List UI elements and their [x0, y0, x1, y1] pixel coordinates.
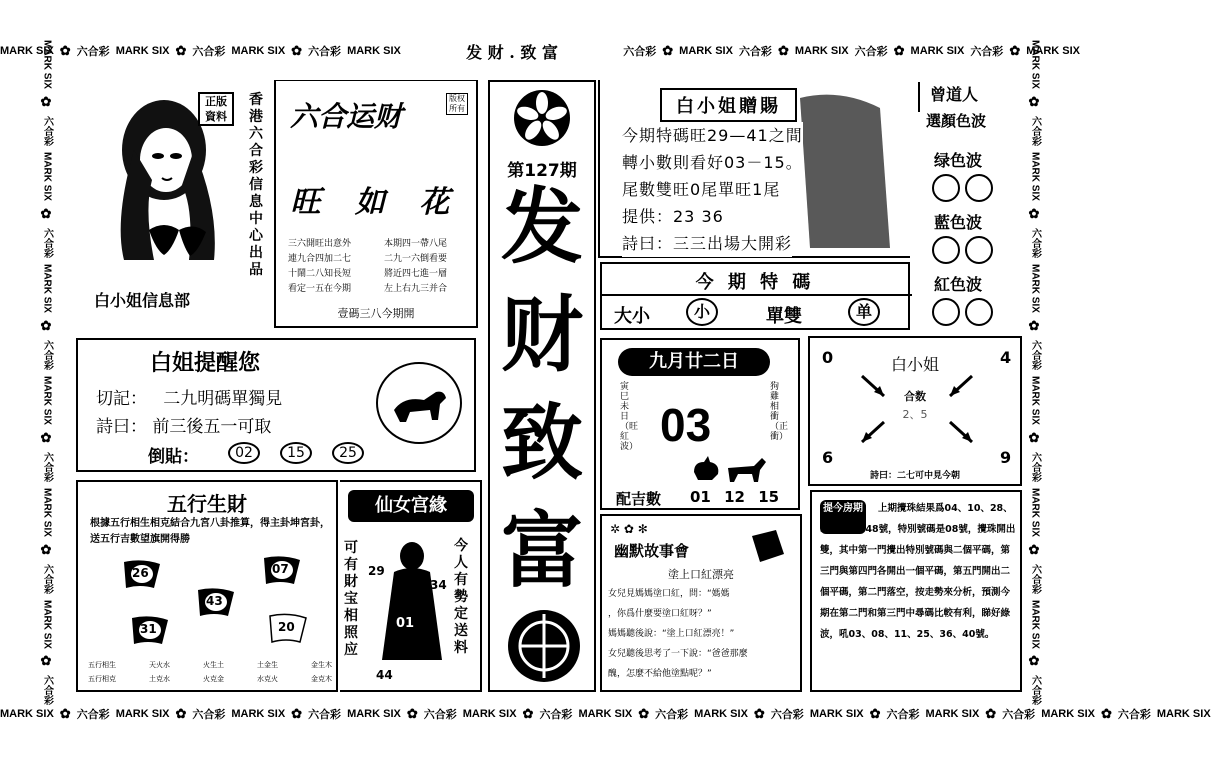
empty-circle: [932, 174, 960, 202]
reminder-panel: [76, 338, 476, 472]
liuhecai-text: 六合彩: [192, 709, 226, 721]
fairy-figure: [376, 538, 448, 668]
analysis-badge: 提今房期: [820, 500, 866, 534]
poem-line: 十鬧二八知長短: [288, 269, 352, 279]
footer-cell: 火生土: [203, 661, 224, 669]
paste-number: 02: [228, 442, 260, 464]
mark-six-text: MARK SIX: [0, 708, 54, 720]
liuhecai-text: 六合彩: [738, 46, 772, 58]
date-label: 九月廿二日: [618, 348, 770, 376]
line-text: 前三後五一可取: [152, 417, 272, 437]
footer-cell: 五行相生: [88, 661, 116, 669]
humor-line: 女兒聽後思考了一下說：“爸爸那麼: [608, 649, 748, 659]
photo-panel: [80, 80, 270, 320]
fairy-left-vertical: 可有財宝相照应: [344, 540, 358, 658]
line-label: 切記：: [96, 389, 147, 409]
wuxing-panel: [76, 480, 338, 692]
fairy-right-vertical: 今人有勢定送料: [454, 538, 468, 656]
match-number: 12: [724, 488, 745, 506]
special-code-title: 今 期 特 碼: [695, 272, 815, 293]
mark-six-text: MARK SIX: [231, 708, 286, 720]
date-card: [600, 338, 800, 510]
paste-number: 15: [280, 442, 312, 464]
poem-line: 三六開旺出意外: [288, 239, 352, 249]
match-number: 01: [690, 488, 711, 506]
empty-circle: [965, 236, 993, 264]
mark-six-text: MARK SIX: [347, 45, 401, 57]
mark-six-text: MARK SIX: [41, 263, 53, 313]
flower-icon: ✿: [522, 706, 534, 721]
fairy-number: 01: [396, 616, 415, 631]
flower-icon: ✿: [1027, 318, 1043, 334]
flag-number: 43: [206, 594, 223, 608]
flag-number: 31: [140, 622, 157, 636]
mark-six-text: MARK SIX: [794, 45, 849, 57]
date-right-note: 狗雞相衝（正衝）: [770, 382, 789, 442]
flower-icon: ✿: [39, 654, 55, 670]
date-left-note: 寅巳未日（旺紅波）: [620, 382, 639, 452]
blue-wave-label: 藍色波: [934, 213, 983, 232]
humor-line: 媽媽聽後說：“塗上口紅漂亮！”: [608, 629, 735, 639]
banner-char-fu: 富: [500, 503, 583, 599]
mark-six-logo-icon: [504, 606, 584, 686]
flower-icon: ✿: [175, 43, 187, 58]
liuhecai-text: 六合彩: [41, 115, 53, 146]
gift-line: 詩曰：三三出場大開彩: [622, 230, 792, 257]
humor-line: ，你爲什麼要塗口紅呀？”: [608, 609, 712, 619]
mark-six-text: MARK SIX: [1026, 45, 1080, 57]
sum-label: 合数: [904, 390, 926, 403]
compass-title: 白小姐: [890, 355, 939, 374]
flag-number: 20: [278, 620, 295, 634]
liuhecai-text: 六合彩: [41, 451, 53, 482]
flower-icon: ✿: [1009, 43, 1021, 58]
flag-number: 07: [272, 562, 289, 576]
empty-circle: [932, 236, 960, 264]
liuhecai-text: 六合彩: [76, 46, 110, 58]
mark-six-text: MARK SIX: [1029, 40, 1041, 89]
left-border-strip: [36, 40, 58, 720]
poem-line: 二九一六倒看要: [384, 254, 448, 264]
flag-26: [122, 558, 162, 592]
liuhecai-text: 六合彩: [1029, 675, 1041, 706]
bai-gift-lines: [622, 122, 902, 257]
paste-label: 倒貼：: [148, 447, 199, 467]
liuhecai-text: 六合彩: [41, 675, 53, 706]
mark-six-text: MARK SIX: [694, 708, 748, 720]
footer-cell: 五行相克: [88, 675, 116, 683]
liuhecai-text: 六合彩: [192, 46, 226, 58]
flower-icon: ✿: [291, 43, 303, 58]
footer-cell: 水克火: [257, 675, 278, 683]
mark-six-text: MARK SIX: [1041, 708, 1095, 720]
wave-title-2: 選顏色波: [926, 112, 987, 130]
arrows-icon: [840, 362, 994, 456]
match-number: 15: [758, 488, 780, 506]
empty-circle: [965, 174, 993, 202]
size-label: 大小: [614, 306, 650, 327]
flower-icon: ✿: [59, 43, 71, 58]
liuhecai-text: 六合彩: [41, 339, 53, 370]
blue-wave-circles: [932, 236, 993, 268]
flower-icon: ✿: [1027, 654, 1043, 670]
parity-value: 单: [848, 298, 880, 326]
mark-six-text: MARK SIX: [1029, 487, 1041, 537]
mark-six-text: MARK SIX: [910, 45, 965, 57]
liuhecai-text: 六合彩: [41, 563, 53, 594]
sum-value: 2、5: [902, 408, 928, 421]
banner-char-fa: 发: [500, 179, 583, 275]
liuhecai-text: 六合彩: [41, 227, 53, 258]
footer-cell: 天火水: [149, 661, 170, 669]
compass-poem: 詩曰：二七可中見今朝: [869, 471, 960, 481]
wuxing-desc: 根據五行相生相克結合九宮八卦推算，得主卦坤宮卦，送五行吉數望旗開得勝: [90, 518, 330, 545]
corner-number: 4: [1000, 348, 1012, 367]
footer-cell: 金克木: [311, 675, 332, 683]
flower-icon: ✿: [985, 706, 997, 721]
wuxing-footer-row-2: [88, 674, 332, 684]
reminder-line-2: [96, 412, 271, 437]
mark-six-text: MARK SIX: [578, 708, 633, 720]
liuhecai-text: 六合彩: [1029, 339, 1041, 370]
footer-cell: 金生木: [311, 661, 332, 669]
humor-lines: [608, 584, 798, 684]
bottom-border-strip: [0, 703, 1211, 725]
special-code-panel: [600, 262, 910, 330]
bai-gift-panel: [598, 80, 910, 258]
poem-line: 連九合四加二七: [288, 254, 352, 264]
flag-43: [196, 586, 236, 620]
liuhecai-text: 六合彩: [1029, 115, 1041, 146]
corner-number: 9: [1000, 448, 1012, 467]
liuhecai-text: 六合彩: [854, 46, 888, 58]
top-border-strip: [0, 40, 1080, 62]
flower-icon: ✿: [1027, 94, 1043, 110]
issue-number: 第127期: [507, 161, 577, 181]
yunshi-title: 六合运财: [290, 100, 403, 133]
liuhecai-text: 六合彩: [1029, 563, 1041, 594]
line-text: 二九明碼單獨見: [163, 389, 283, 409]
flower-icon: ✿: [753, 706, 765, 721]
liuhecai-text: 六合彩: [1002, 709, 1036, 721]
corner-number: 6: [822, 448, 834, 467]
liuhecai-text: 六合彩: [770, 709, 804, 721]
wuxing-footer-row-1: [88, 660, 332, 670]
mark-six-text: MARK SIX: [41, 487, 53, 537]
flower-icon: ✿: [777, 43, 789, 58]
flag-07: [262, 554, 302, 588]
empty-circle: [932, 298, 960, 326]
humor-panel: [600, 514, 802, 692]
red-wave-circles: [932, 298, 993, 330]
match-label: 配吉數: [616, 490, 662, 508]
flower-icon: ✿: [1100, 706, 1112, 721]
compass-panel: [808, 336, 1022, 486]
fairy-number: 34: [430, 578, 447, 592]
liuhecai-text: 六合彩: [1117, 709, 1151, 721]
mark-six-text: MARK SIX: [231, 45, 286, 57]
mark-six-text: MARK SIX: [1029, 375, 1041, 425]
mark-six-text: MARK SIX: [462, 708, 517, 720]
red-wave-label: 紅色波: [934, 275, 983, 294]
mark-six-text: MARK SIX: [0, 45, 54, 57]
gift-line: 提供：23 36: [622, 203, 724, 230]
liuhecai-text: 六合彩: [539, 709, 573, 721]
right-border-strip: [1024, 40, 1046, 720]
footer-cell: 土克水: [149, 675, 170, 683]
fairy-number: 29: [368, 564, 385, 578]
mark-six-text: MARK SIX: [925, 708, 980, 720]
stars-icon: ✲ ✿ ✻: [610, 522, 648, 536]
poem-line: 將近四七進一層: [384, 269, 448, 279]
fairy-panel: [340, 480, 482, 692]
fairy-number: 44: [376, 668, 393, 682]
wave-title-1: 曾道人: [930, 85, 979, 104]
gift-line: 今期特碼旺29—41之間: [622, 122, 803, 149]
liuhecai-text: 六合彩: [623, 46, 657, 58]
color-wave-panel: [914, 80, 1018, 336]
flower-icon: ✿: [39, 318, 55, 334]
wuxing-title: 五行生財: [167, 492, 247, 516]
liuhecai-text: 六合彩: [655, 709, 689, 721]
mark-six-text: MARK SIX: [1029, 263, 1041, 313]
analysis-text: 上期攪珠結果爲04、10、28、37、42、48號，特別號碼是08號，攪珠開出雙，其中第一門攪出特別號碼與二個平碼，第三門與第四門各開出一個平碼，第五門開出二個平碼，第二門落空，按走勢來分析，預測今期在第二門和第三門中尋碼比較有利，睇好綠波，吼03、08、11、25、36、40號。: [820, 503, 1016, 640]
flower-icon: ✿: [39, 206, 55, 222]
center-banner: [488, 80, 596, 692]
flag-31: [130, 614, 170, 648]
yunshi-panel: [274, 80, 478, 328]
flower-icon: ✿: [175, 706, 187, 721]
paste-number: 25: [332, 442, 364, 464]
horse-icon: [724, 454, 768, 484]
bai-gift-title: 白小姐贈賜: [660, 88, 797, 122]
flower-icon: ✿: [39, 430, 55, 446]
mark-six-text: MARK SIX: [809, 708, 864, 720]
flower-icon: ✿: [1027, 430, 1043, 446]
mark-six-text: MARK SIX: [41, 375, 53, 425]
liuhecai-text: 六合彩: [308, 46, 342, 58]
liuhecai-text: 六合彩: [1029, 451, 1041, 482]
mark-six-text: MARK SIX: [41, 40, 53, 89]
parity-label: 單雙: [766, 306, 802, 327]
book-icon: [748, 526, 788, 566]
flower-icon: ✿: [1027, 206, 1043, 222]
line-label: 詩曰：: [96, 417, 147, 437]
flower-icon: ✿: [893, 43, 905, 58]
divider: [600, 294, 912, 296]
poem-left: [288, 237, 378, 297]
humor-subtitle: 塗上口紅漂亮: [668, 568, 734, 581]
mark-six-text: MARK SIX: [679, 45, 733, 57]
flower-icon: ✿: [406, 706, 418, 721]
mark-six-text: MARK SIX: [1029, 599, 1041, 649]
footer-cell: 土金生: [257, 661, 278, 669]
analysis-panel: [810, 490, 1022, 692]
liuhecai-text: 六合彩: [308, 709, 342, 721]
humor-line: 醜，怎麼不給他塗點呢？”: [608, 669, 712, 679]
copyright-stamp: 版权所有: [446, 93, 468, 115]
humor-line: 女兒見媽媽塗口紅，問：“媽媽: [608, 589, 730, 599]
mark-six-text: MARK SIX: [1029, 151, 1041, 201]
flag-number: 26: [132, 566, 149, 580]
flower-icon: ✿: [638, 706, 650, 721]
humor-title: 幽默故事會: [614, 542, 690, 560]
liuhecai-text: 六合彩: [423, 709, 457, 721]
rooster-icon: [688, 454, 724, 484]
banner-char-zhi: 致: [500, 395, 583, 491]
liuhecai-text: 六合彩: [1029, 227, 1041, 258]
reminder-line-1: [96, 384, 282, 409]
match-numbers: [690, 488, 779, 506]
liuhecai-text: 六合彩: [970, 46, 1004, 58]
original-badge: 正版資料: [198, 92, 234, 126]
mark-six-text: MARK SIX: [347, 708, 401, 720]
poem-right: [384, 237, 474, 297]
bauhinia-icon: [512, 88, 572, 148]
size-value: 小: [686, 298, 718, 326]
mark-six-text: MARK SIX: [115, 708, 170, 720]
green-wave-label: 绿色波: [934, 151, 983, 170]
poem-line: 本期四一帶八尾: [384, 239, 448, 249]
liuhecai-text: 六合彩: [76, 709, 110, 721]
poem-line: 左上右九三并合: [384, 284, 448, 294]
header-title: 发 财 . 致 富: [466, 42, 558, 62]
vertical-publisher-text: 香港六合彩信息中心出品: [249, 92, 263, 278]
flower-icon: ✿: [39, 94, 55, 110]
yunshi-footer: 壹碼三八今期開: [337, 307, 415, 320]
flower-icon: ✿: [869, 706, 881, 721]
liuhecai-text: 六合彩: [886, 709, 920, 721]
mark-six-text: MARK SIX: [41, 599, 53, 649]
dog-icon: [374, 360, 464, 446]
mark-six-text: MARK SIX: [41, 151, 53, 201]
flower-icon: ✿: [59, 706, 71, 721]
divider: [918, 82, 920, 112]
gift-line: 尾數雙旺0尾單旺1尾: [622, 176, 780, 203]
flower-icon: ✿: [39, 542, 55, 558]
reminder-title: 白姐提醒您: [150, 351, 261, 376]
flag-20: [268, 612, 308, 646]
mark-six-text: MARK SIX: [1156, 708, 1211, 720]
flower-icon: ✿: [291, 706, 303, 721]
poem-line: 看定一五在今期: [288, 284, 352, 294]
empty-circle: [965, 298, 993, 326]
fairy-title: 仙女宫緣: [348, 490, 474, 522]
banner-char-cai: 财: [500, 287, 583, 383]
corner-number: 0: [822, 348, 834, 367]
flower-icon: ✿: [1027, 542, 1043, 558]
mark-six-text: MARK SIX: [115, 45, 170, 57]
flower-icon: ✿: [662, 43, 674, 58]
footer-cell: 火克金: [203, 675, 224, 683]
green-wave-circles: [932, 174, 993, 206]
date-number: 03: [660, 399, 712, 451]
gift-line: 轉小數則看好03－15。: [622, 149, 803, 176]
riddle-text: 旺 如 花: [290, 185, 462, 220]
photo-caption: 白小姐信息部: [94, 291, 191, 310]
